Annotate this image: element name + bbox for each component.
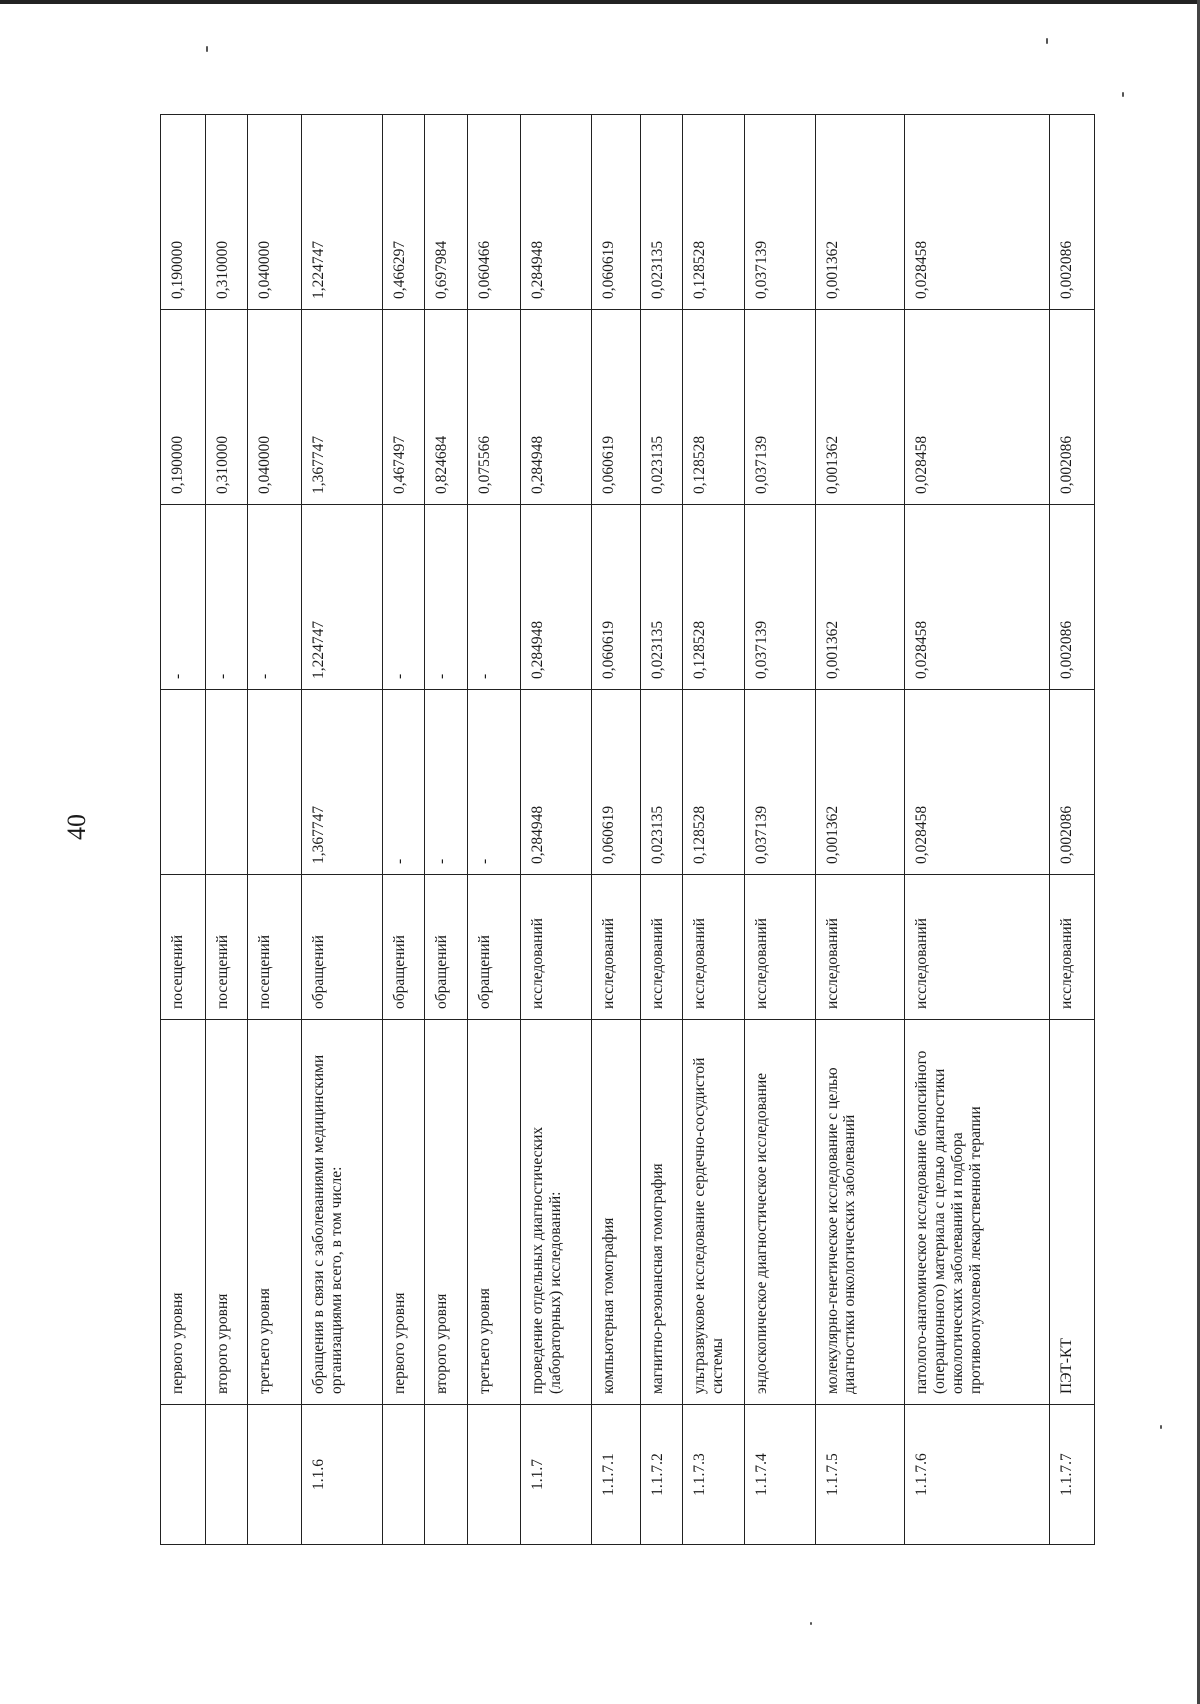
row-value-1: 0,002086 — [1050, 690, 1095, 875]
row-value-2: 1,224747 — [301, 505, 382, 690]
row-value-2: - — [468, 505, 521, 690]
row-name: первого уровня — [382, 1020, 425, 1405]
table-row — [745, 115, 815, 1545]
row-name: третьего уровня — [468, 1020, 521, 1405]
row-value-3: 0,075566 — [468, 310, 521, 505]
row-value-1 — [248, 690, 301, 875]
row-name: третьего уровня — [248, 1020, 301, 1405]
row-value-4: 0,060619 — [591, 115, 640, 310]
row-code: 1.1.7.6 — [905, 1405, 1050, 1545]
row-value-2: 0,028458 — [905, 505, 1050, 690]
row-value-1: - — [468, 690, 521, 875]
row-unit: исследований — [745, 875, 815, 1020]
row-code: 1.1.7.1 — [591, 1405, 640, 1545]
row-value-1: 0,128528 — [683, 690, 745, 875]
row-value-2: - — [425, 505, 468, 690]
row-code — [205, 1405, 248, 1545]
row-value-3: 0,824684 — [425, 310, 468, 505]
row-code: 1.1.7.4 — [745, 1405, 815, 1545]
data-table — [160, 114, 1095, 1545]
row-unit: исследований — [1050, 875, 1095, 1020]
row-value-3: 0,190000 — [161, 310, 206, 505]
row-value-4: 0,002086 — [1050, 115, 1095, 310]
row-value-3: 0,037139 — [745, 310, 815, 505]
row-code — [468, 1405, 521, 1545]
row-value-2: - — [248, 505, 301, 690]
table-row — [301, 115, 382, 1545]
row-value-2: 0,001362 — [815, 505, 905, 690]
row-unit: посещений — [248, 875, 301, 1020]
row-code: 1.1.6 — [301, 1405, 382, 1545]
table-row — [905, 115, 1050, 1545]
row-value-3: 0,060619 — [591, 310, 640, 505]
row-value-2: - — [205, 505, 248, 690]
row-value-4: 0,028458 — [905, 115, 1050, 310]
row-code — [382, 1405, 425, 1545]
row-value-2: 0,037139 — [745, 505, 815, 690]
row-code: 1.1.7 — [521, 1405, 591, 1545]
table-body — [161, 115, 1095, 1545]
row-name: ультразвуковое исследование сердечно-сосудистой системы — [683, 1020, 745, 1405]
row-value-3: 0,128528 — [683, 310, 745, 505]
row-code — [425, 1405, 468, 1545]
row-value-2: - — [161, 505, 206, 690]
row-value-1 — [205, 690, 248, 875]
row-value-4: 0,060466 — [468, 115, 521, 310]
row-value-3: 0,002086 — [1050, 310, 1095, 505]
row-name: второго уровня — [205, 1020, 248, 1405]
row-value-1: - — [382, 690, 425, 875]
row-value-3: 0,023135 — [640, 310, 683, 505]
row-code: 1.1.7.3 — [683, 1405, 745, 1545]
table-row — [425, 115, 468, 1545]
row-value-2: 0,002086 — [1050, 505, 1095, 690]
table-row — [205, 115, 248, 1545]
row-name: молекулярно-генетическое исследование с целью диагностики онкологических заболеваний — [815, 1020, 905, 1405]
row-value-2: 0,060619 — [591, 505, 640, 690]
row-value-1: 0,060619 — [591, 690, 640, 875]
row-unit: исследований — [683, 875, 745, 1020]
table-row — [161, 115, 206, 1545]
rotated-table-sheet — [160, 115, 1095, 1545]
table-row — [521, 115, 591, 1545]
row-code — [161, 1405, 206, 1545]
row-value-2: 0,128528 — [683, 505, 745, 690]
row-value-1: - — [425, 690, 468, 875]
row-name: компьютерная томография — [591, 1020, 640, 1405]
row-value-3: 0,001362 — [815, 310, 905, 505]
row-unit: посещений — [205, 875, 248, 1020]
row-value-3: 1,367747 — [301, 310, 382, 505]
row-value-1: 1,367747 — [301, 690, 382, 875]
row-value-4: 0,128528 — [683, 115, 745, 310]
row-value-3: 0,040000 — [248, 310, 301, 505]
row-name: обращения в связи с заболеваниями медицинскими организациями всего, в том числе: — [301, 1020, 382, 1405]
row-value-4: 0,697984 — [425, 115, 468, 310]
row-value-1: 0,037139 — [745, 690, 815, 875]
row-value-1 — [161, 690, 206, 875]
table-row — [640, 115, 683, 1545]
row-name: эндоскопическое диагностическое исследование — [745, 1020, 815, 1405]
row-name: патолого-анатомическое исследование биопсийного (операционного) материала с целью диагностики онкологических заболеваний и подбора противоопухолевой лекарственной терапии — [905, 1020, 1050, 1405]
table-row — [248, 115, 301, 1545]
row-code: 1.1.7.7 — [1050, 1405, 1095, 1545]
scan-edge-top — [0, 0, 1200, 4]
page-number: 40 — [62, 814, 91, 840]
table-row — [683, 115, 745, 1545]
row-unit: обращений — [468, 875, 521, 1020]
table-row — [468, 115, 521, 1545]
row-value-4: 0,466297 — [382, 115, 425, 310]
row-unit: посещений — [161, 875, 206, 1020]
row-value-4: 0,190000 — [161, 115, 206, 310]
row-code: 1.1.7.5 — [815, 1405, 905, 1545]
row-name: первого уровня — [161, 1020, 206, 1405]
row-value-4: 0,040000 — [248, 115, 301, 310]
row-name: второго уровня — [425, 1020, 468, 1405]
row-value-4: 0,037139 — [745, 115, 815, 310]
row-unit: обращений — [301, 875, 382, 1020]
row-value-2: - — [382, 505, 425, 690]
row-value-1: 0,001362 — [815, 690, 905, 875]
row-value-1: 0,284948 — [521, 690, 591, 875]
row-value-3: 0,467497 — [382, 310, 425, 505]
row-value-1: 0,028458 — [905, 690, 1050, 875]
row-value-3: 0,284948 — [521, 310, 591, 505]
table-row — [1050, 115, 1095, 1545]
row-unit: исследований — [905, 875, 1050, 1020]
row-name: магнитно-резонансная томография — [640, 1020, 683, 1405]
row-value-4: 1,224747 — [301, 115, 382, 310]
row-value-4: 0,023135 — [640, 115, 683, 310]
row-name: проведение отдельных диагностических (лабораторных) исследований: — [521, 1020, 591, 1405]
table-row — [382, 115, 425, 1545]
row-name: ПЭТ-КТ — [1050, 1020, 1095, 1405]
table-row — [591, 115, 640, 1545]
row-value-2: 0,023135 — [640, 505, 683, 690]
row-value-4: 0,001362 — [815, 115, 905, 310]
row-unit: исследований — [591, 875, 640, 1020]
row-value-3: 0,028458 — [905, 310, 1050, 505]
row-unit: исследований — [815, 875, 905, 1020]
row-value-4: 0,310000 — [205, 115, 248, 310]
row-value-3: 0,310000 — [205, 310, 248, 505]
row-unit: исследований — [521, 875, 591, 1020]
row-unit: исследований — [640, 875, 683, 1020]
row-code — [248, 1405, 301, 1545]
row-value-2: 0,284948 — [521, 505, 591, 690]
row-value-4: 0,284948 — [521, 115, 591, 310]
row-unit: обращений — [382, 875, 425, 1020]
row-unit: обращений — [425, 875, 468, 1020]
table-row — [815, 115, 905, 1545]
row-value-1: 0,023135 — [640, 690, 683, 875]
row-code: 1.1.7.2 — [640, 1405, 683, 1545]
